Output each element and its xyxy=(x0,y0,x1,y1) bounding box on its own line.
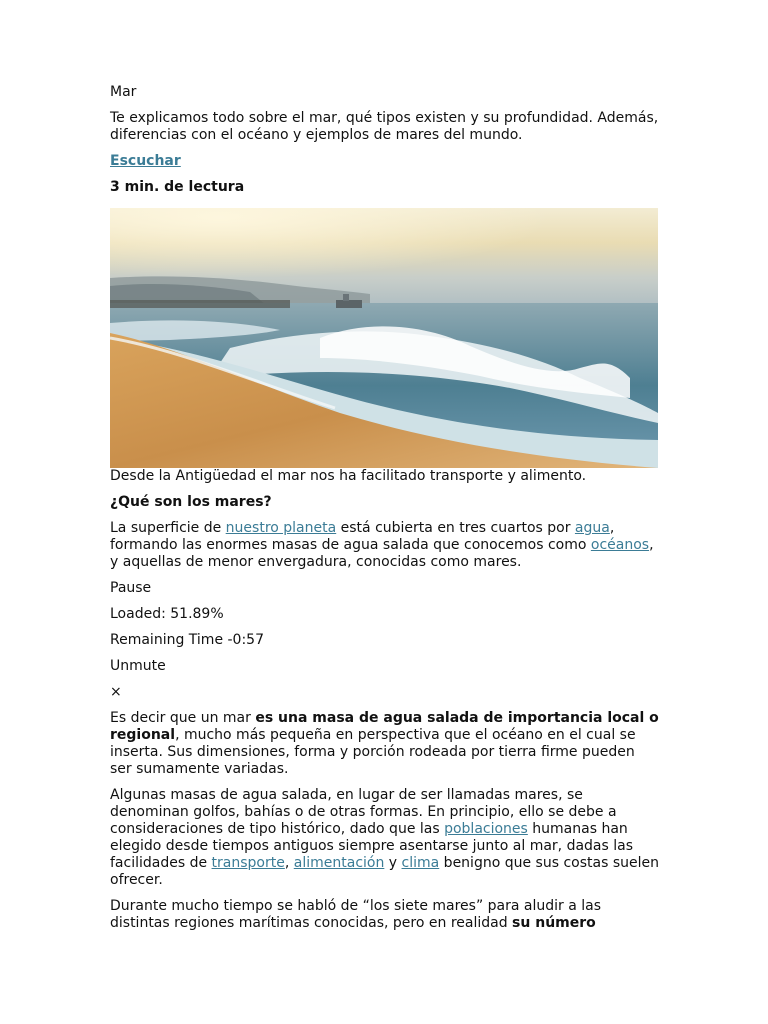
media-player xyxy=(110,580,660,701)
text-run: , mucho más pequeña en perspectiva que el océano en el cual se inserta. Sus dimensiones, forma y porción rodeada por tierra firme pueden ser sumamente variadas. xyxy=(110,727,636,777)
read-time: 3 min. de lectura xyxy=(110,179,245,195)
bold-text: su número xyxy=(512,915,596,931)
text-run: , formando las enormes masas de agua salada que conocemos como xyxy=(110,520,615,553)
text-run: benigno que sus costas suelen ofrecer. xyxy=(110,855,659,888)
text-run: y xyxy=(384,855,402,871)
link-transporte[interactable]: transporte xyxy=(211,855,285,871)
link-alimentacion[interactable]: alimentación xyxy=(293,855,385,871)
listen-link[interactable]: Escuchar xyxy=(110,153,181,169)
link-clima[interactable]: clima xyxy=(401,855,440,871)
loaded-status: Loaded: 51.89% xyxy=(110,606,224,622)
link-oceanos[interactable]: océanos xyxy=(590,537,650,553)
text-run: está cubierta en tres cuartos por xyxy=(336,520,575,536)
paragraph-1 xyxy=(110,520,660,571)
text-run: , y aquellas de menor envergadura, conocidas como mares. xyxy=(110,537,654,570)
remaining-time: Remaining Time -0:57 xyxy=(110,632,264,648)
section-heading: ¿Qué son los mares? xyxy=(110,494,272,510)
article-intro: Te explicamos todo sobre el mar, qué tipos existen y su profundidad. Además, diferencias con el océano y ejemplos de mares del mundo. xyxy=(110,110,659,143)
paragraph-3 xyxy=(110,787,660,889)
article-body xyxy=(110,84,660,941)
link-agua[interactable]: agua xyxy=(574,520,610,536)
beach-waves-image xyxy=(110,208,658,468)
link-poblaciones[interactable]: poblaciones xyxy=(444,821,528,837)
pause-button[interactable]: Pause xyxy=(110,580,152,596)
close-icon[interactable]: × xyxy=(110,684,122,700)
text-run: Durante mucho tiempo se habló de “los siete mares” para aludir a las distintas regiones marítimas conocidas, pero en realidad xyxy=(110,898,602,931)
unmute-button[interactable]: Unmute xyxy=(110,658,166,674)
article-title: Mar xyxy=(110,84,137,100)
text-run: Algunas masas de agua salada, en lugar de ser llamadas mares, se denominan golfos, bahías o de otras formas. En principio, ello se debe a consideraciones de tipo histórico, dado que las xyxy=(110,787,617,837)
text-run: humanas han elegido desde tiempos antiguos siempre asentarse junto al mar, dadas las facilidades de xyxy=(110,821,634,871)
paragraph-4 xyxy=(110,898,660,932)
text-run: La superficie de xyxy=(110,520,226,536)
text-run: Es decir que un mar xyxy=(110,710,256,726)
bold-text: es una masa de agua salada de importancia local o regional xyxy=(110,710,659,743)
link-nuestro-planeta[interactable]: nuestro planeta xyxy=(225,520,337,536)
text-run: , xyxy=(284,855,294,871)
paragraph-2 xyxy=(110,710,660,778)
image-caption: Desde la Antigüedad el mar nos ha facilitado transporte y alimento. xyxy=(110,468,587,484)
